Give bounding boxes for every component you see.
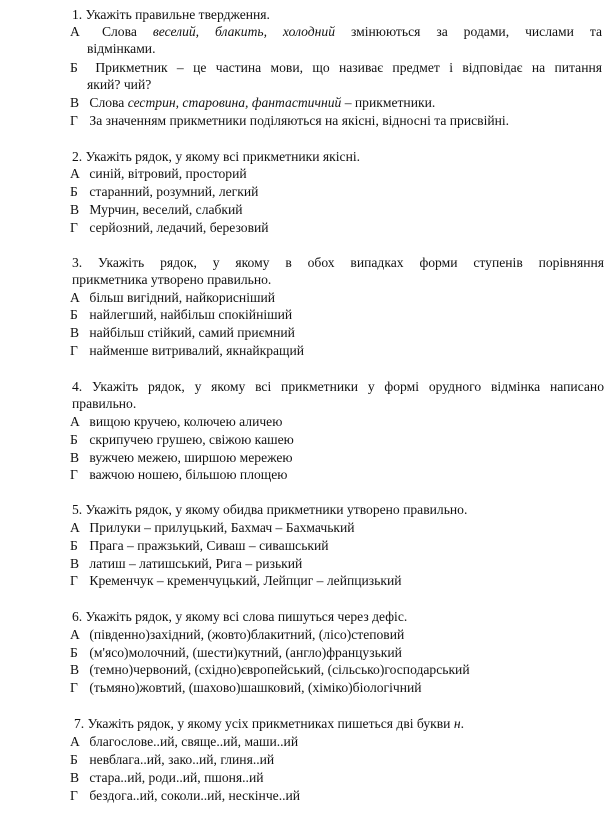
q6-option-a-letter: А (70, 627, 80, 642)
q6-option-b[interactable]: Б (м'ясо)молочний, (шести)кутний, (англо)французький (70, 645, 402, 660)
question-7-letter-n: н (453, 716, 461, 731)
q2-option-b-letter: Б (70, 184, 78, 199)
q3-option-a-letter: А (70, 290, 80, 305)
q2-option-c-letter: В (70, 202, 80, 217)
q6-option-c-letter: В (70, 662, 80, 677)
question-1-text: 1. Укажіть правильне твердження. (72, 7, 270, 22)
q4-option-b-letter: Б (70, 432, 78, 447)
q2-option-a[interactable]: А синій, вітровий, просторий (70, 166, 247, 181)
q1-option-c-letter: В (70, 95, 80, 110)
question-5-text: 5. Укажіть рядок, у якому обидва прикметники утворено правильно. (72, 502, 468, 517)
question-4-text: 4. Укажіть рядок, у якому всі прикметники у формі орудного відмінка написано (72, 379, 604, 394)
q4-option-c-letter: В (70, 450, 80, 465)
q7-option-c-letter: В (70, 770, 80, 785)
q3-option-a[interactable]: А більш вигідний, найкорисніший (70, 290, 275, 305)
q6-option-a[interactable]: А (південно)західний, (жовто)блакитний, (лісо)степовий (70, 627, 405, 642)
q2-option-b[interactable]: Б старанний, розумний, легкий (70, 184, 259, 199)
q1-option-d[interactable]: Г За значенням прикметники поділяються на якісні, відносні та присвійні. (70, 113, 510, 128)
q4-option-b[interactable]: Б скрипучею грушею, свіжою кашею (70, 432, 294, 447)
q1-option-a-letter: А (70, 24, 80, 39)
q1-option-c[interactable]: В Слова сестрин, старовина, фантастичний – прикметники. (70, 95, 436, 110)
question-4-text-cont: правильно. (72, 396, 137, 411)
q7-option-a[interactable]: А благослове..ий, свяще..ий, маши..ий (70, 734, 299, 749)
q1-option-b[interactable]: Б Прикметник – це частина мови, що називає предмет і відповідає на питання (70, 60, 602, 75)
q3-option-d-letter: Г (70, 343, 78, 358)
q6-option-c[interactable]: В (темно)червоний, (східно)європейський, (сільсько)господарський (70, 662, 470, 677)
q6-option-d-letter: Г (70, 680, 78, 695)
q2-option-c[interactable]: В Мурчин, веселий, слабкий (70, 202, 243, 217)
question-7-text: 7. Укажіть рядок, у якому усіх прикметниках пишеться дві букви н. (74, 716, 464, 731)
q7-option-d-letter: Г (70, 788, 78, 803)
q5-option-d-letter: Г (70, 573, 78, 588)
q7-option-a-letter: А (70, 734, 80, 749)
q1-option-b-letter: Б (70, 60, 78, 75)
q3-option-c-letter: В (70, 325, 80, 340)
q1-option-b-cont: який? чий? (87, 77, 152, 92)
q4-option-a[interactable]: А вищою кручею, колючею аличею (70, 414, 283, 429)
q3-option-c[interactable]: В найбільш стійкий, самий приємний (70, 325, 295, 340)
q4-option-c[interactable]: В вужчею межею, ширшою мережею (70, 450, 293, 465)
q3-option-d[interactable]: Г найменше витривалий, якнайкращий (70, 343, 305, 358)
q7-option-b-letter: Б (70, 752, 78, 767)
q2-option-d-letter: Г (70, 220, 78, 235)
q5-option-b[interactable]: Б Прага – пражзький, Сиваш – сивашський (70, 538, 329, 553)
q4-option-d[interactable]: Г важчою ношею, більшою площею (70, 467, 288, 482)
q1-option-d-letter: Г (70, 113, 78, 128)
q1-option-a-cont: відмінками. (87, 41, 156, 56)
q5-option-c-letter: В (70, 556, 80, 571)
q2-option-d[interactable]: Г серйозний, ледачий, березовий (70, 220, 269, 235)
q6-option-b-letter: Б (70, 645, 78, 660)
q3-option-b[interactable]: Б найлегший, найбільш спокійніший (70, 307, 293, 322)
q7-option-b[interactable]: Б невблага..ий, зако..ий, глиня..ий (70, 752, 275, 767)
q5-option-a-letter: А (70, 520, 80, 535)
q1-option-a[interactable]: А Слова веселий, блакить, холодний змінюються за родами, числами та (70, 24, 603, 39)
q2-option-a-letter: А (70, 166, 80, 181)
q4-option-d-letter: Г (70, 467, 78, 482)
question-3-text: 3. Укажіть рядок, у якому в обох випадках форми ступенів порівняння (72, 255, 604, 270)
q7-option-c[interactable]: В стара..ий, роди..ий, пшоня..ий (70, 770, 264, 785)
q3-option-b-letter: Б (70, 307, 78, 322)
q5-option-b-letter: Б (70, 538, 78, 553)
q4-option-a-letter: А (70, 414, 80, 429)
q5-option-c[interactable]: В латиш – латишський, Рига – ризький (70, 556, 303, 571)
q7-option-d[interactable]: Г бездога..ий, соколи..ий, нескінче..ий (70, 788, 301, 803)
q6-option-d[interactable]: Г (тьмяно)жовтий, (шахово)шашковий, (хіміко)біологічний (70, 680, 422, 695)
question-3-text-cont: прикметника утворено правильно. (72, 272, 272, 287)
question-6-text: 6. Укажіть рядок, у якому всі слова пишуться через дефіс. (72, 609, 408, 624)
q5-option-a[interactable]: А Прилуки – прилуцький, Бахмач – Бахмачький (70, 520, 355, 535)
q5-option-d[interactable]: Г Кременчук – кременчуцький, Лейпциг – лейпцизький (70, 573, 402, 588)
question-2-text: 2. Укажіть рядок, у якому всі прикметники якісні. (72, 149, 361, 164)
